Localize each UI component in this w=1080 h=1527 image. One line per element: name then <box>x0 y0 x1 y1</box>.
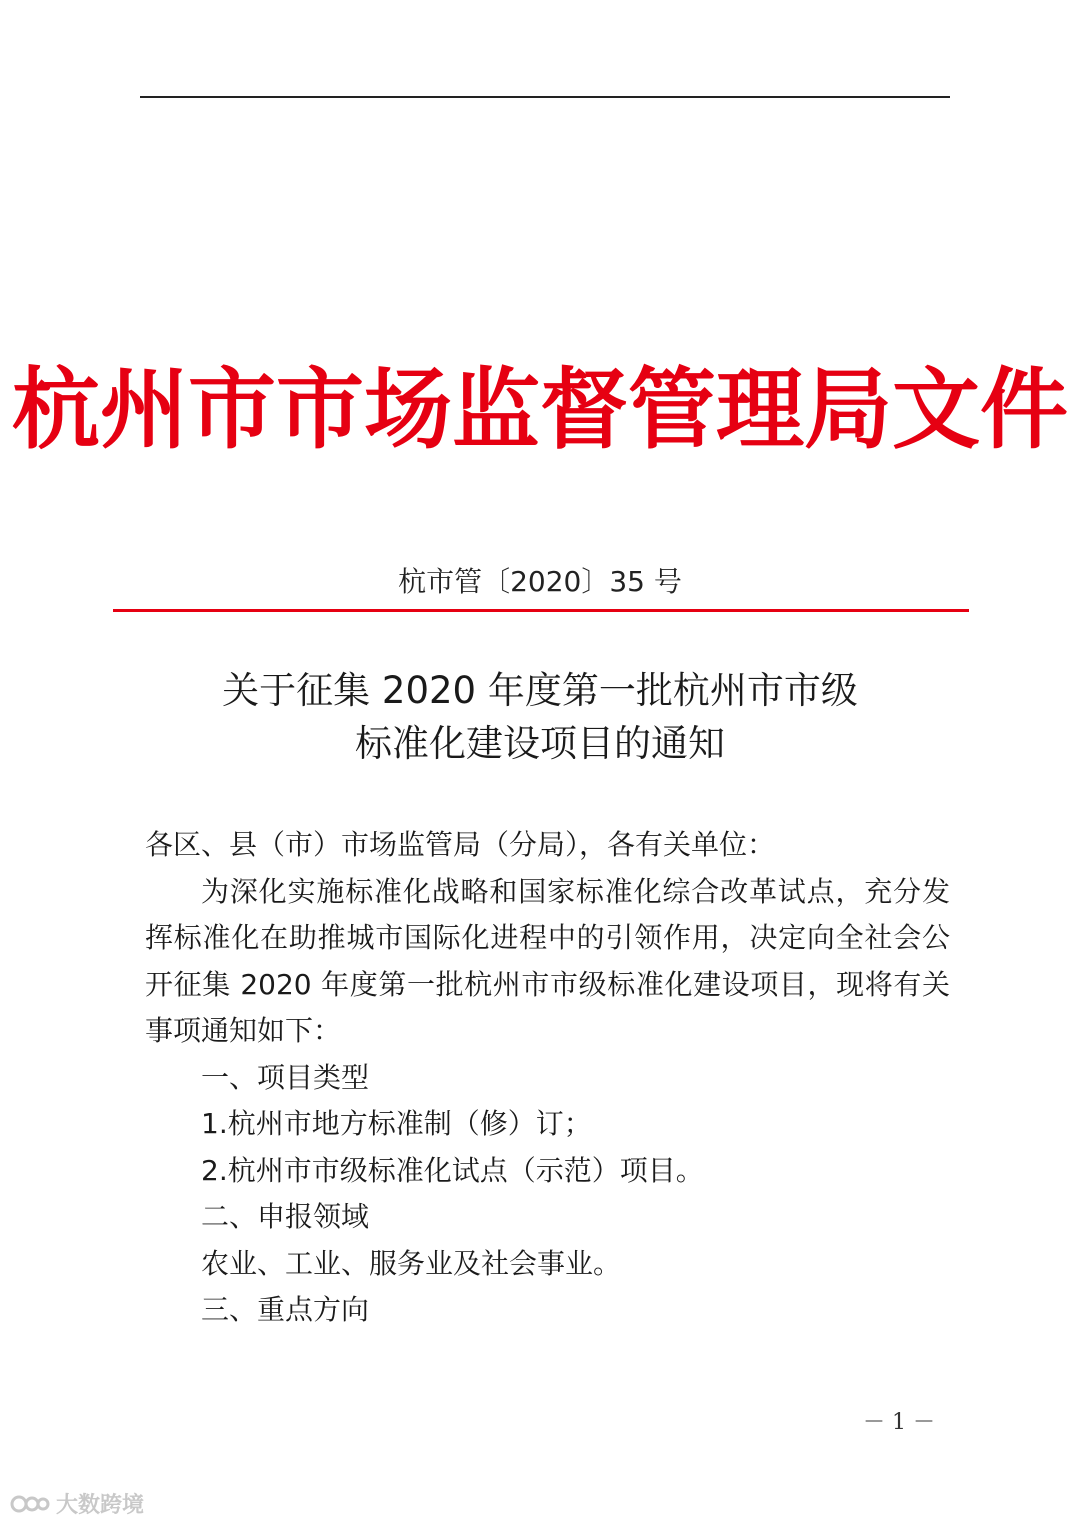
section-heading-3: 三、重点方向 <box>201 1293 370 1326</box>
intro-paragraph: 为深化实施标准化战略和国家标准化综合改革试点，充分发挥标准化在助推城市国际化进程中的引领作用，决定向全社会公开征集 2020 年度第一批杭州市市级标准化建设项目，现将有关事项通知如下： <box>145 874 950 1047</box>
section-item-3: 农业、工业、服务业及社会事业。 <box>201 1246 622 1280</box>
section-item-1: 1.杭州市地方标准制（修）订； <box>201 1107 592 1140</box>
watermark <box>10 1488 144 1519</box>
section-heading-2: 二、申报领域 <box>201 1200 370 1233</box>
red-divider <box>113 609 969 612</box>
salutation: 各区、县（市）市场监管局（分局），各有关单位： <box>145 828 776 861</box>
section-item-2: 2.杭州市市级标准化试点（示范）项目。 <box>201 1153 704 1187</box>
watermark-text: 大数跨境 <box>56 1493 145 1518</box>
section-heading-1: 一、项目类型 <box>201 1060 370 1094</box>
page-number: － 1 － <box>863 1410 935 1435</box>
document-number: 杭市管〔2020〕35 号 <box>398 565 682 598</box>
document-body <box>145 822 950 1334</box>
logo-icon <box>10 1491 50 1517</box>
document-title <box>0 664 1080 770</box>
title-line-2: 标准化建设项目的通知 <box>355 722 725 765</box>
masthead-title: 杭州市市场监督管理局文件 <box>11 358 1068 461</box>
title-line-1: 关于征集 2020 年度第一批杭州市市级 <box>222 669 858 712</box>
top-rule <box>140 96 950 98</box>
